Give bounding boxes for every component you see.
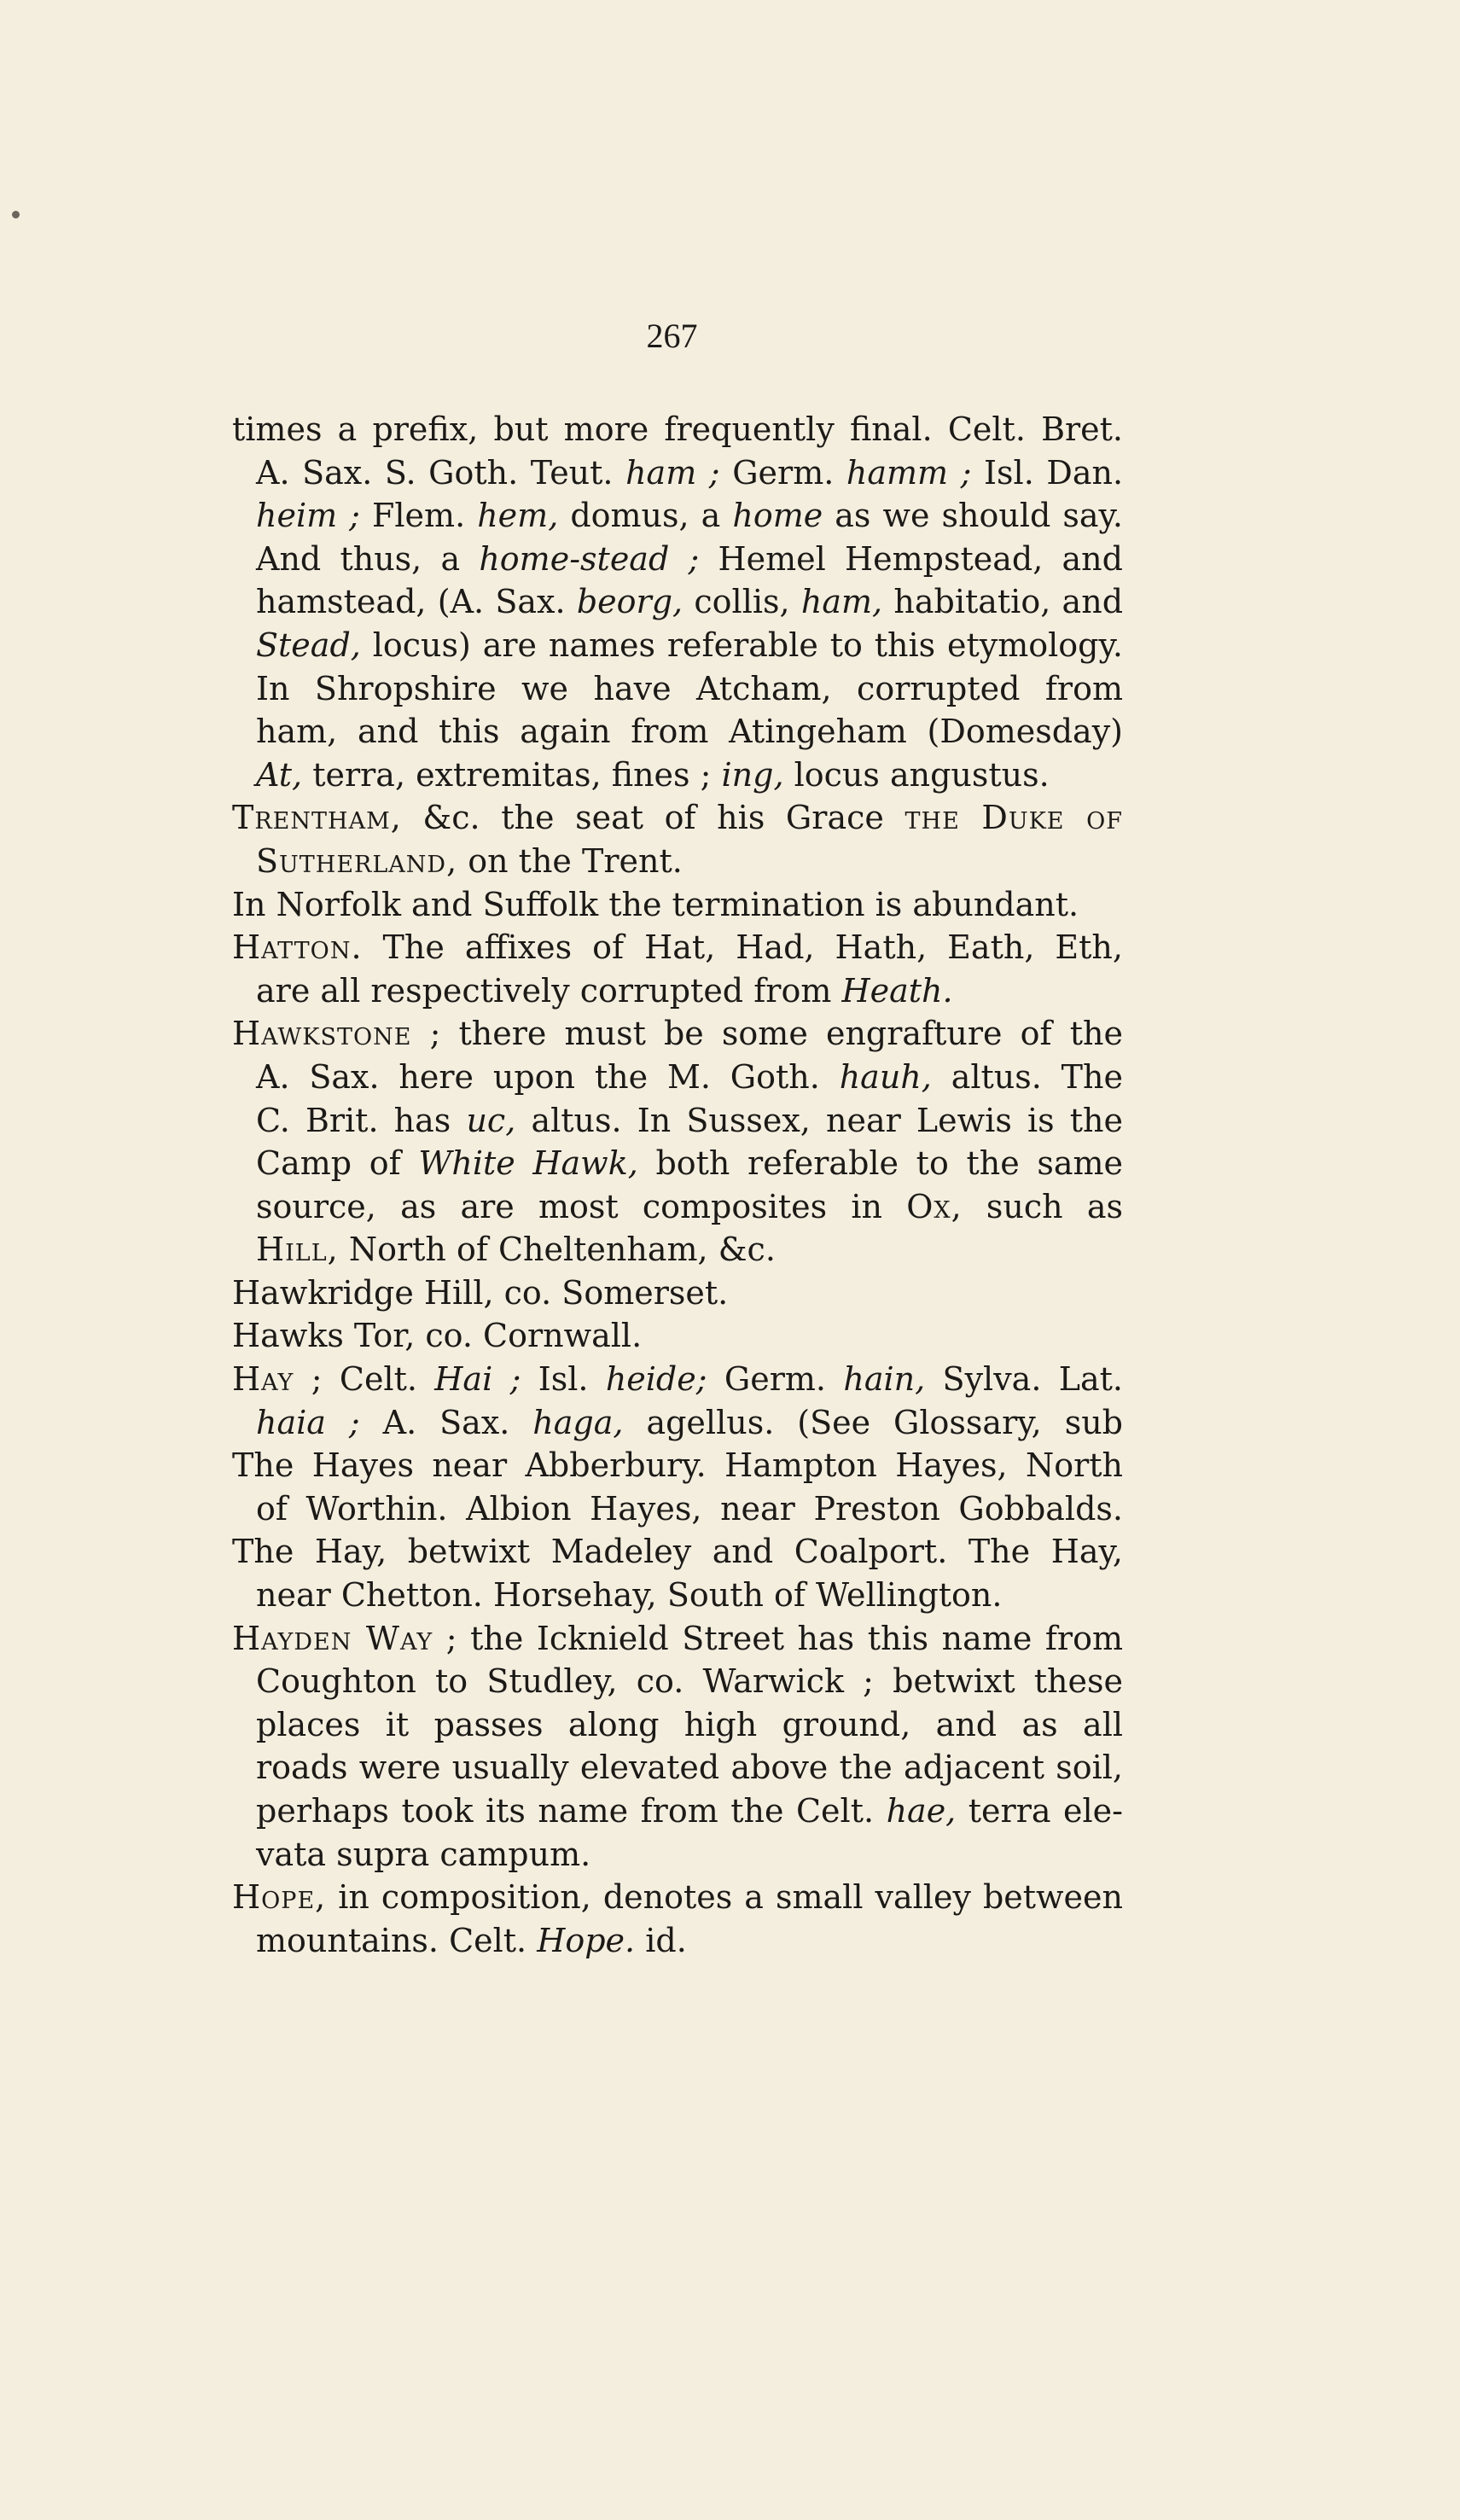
text-run: locus angustus. (783, 755, 1050, 794)
text-line (232, 840, 1123, 883)
text-run: locus) are names referable to this etymology. (360, 626, 1123, 664)
page-number: 267 (646, 317, 698, 355)
text-run: Germ. (707, 1360, 844, 1399)
text-run: times a prefix, but more frequently final. Celt. Bret. (232, 410, 1123, 448)
italic-term: Hope. (537, 1921, 636, 1959)
text-line (232, 624, 1123, 667)
text-run: vata supra campum. (256, 1835, 591, 1873)
italic-term: hamm ; (846, 453, 972, 492)
italic-term: home-stead ; (479, 539, 700, 578)
text-run: on the Trent. (457, 841, 683, 880)
text-run: The Hay, betwixt Madeley and Coalport. The Hay, (232, 1533, 1123, 1571)
text-line (232, 1703, 1123, 1747)
text-run: near Chetton. Horsehay, South of Wellington. (256, 1576, 1003, 1615)
text-run: mountains. Celt. (256, 1921, 538, 1959)
text-run: A. Sax. here upon the M. Goth. (256, 1057, 840, 1096)
italic-term: haga, (532, 1403, 624, 1441)
text-run: of Worthin. Albion Hayes, near Preston Gobbalds. (256, 1489, 1123, 1528)
text-run: ham, and this again from Atingeham (Domesday) (256, 713, 1123, 751)
text-line (232, 969, 1123, 1013)
headword: Trentham, (232, 799, 402, 837)
italic-term: heide; (605, 1360, 707, 1399)
italic-term: hae, (886, 1792, 957, 1830)
text-line (232, 538, 1123, 581)
text-run: Camp of (256, 1144, 419, 1183)
text-line (232, 754, 1123, 797)
text-run: in composition, denotes a small valley between (338, 1878, 1123, 1917)
text-run: terra, extremitas, fines ; (302, 755, 722, 794)
text-line (232, 494, 1123, 538)
italic-term: ing, (721, 755, 784, 794)
text-line (232, 667, 1123, 711)
italic-term: Hai ; (434, 1360, 521, 1399)
text-line (232, 1228, 1123, 1272)
text-run: ; the Icknield Street has this name from (433, 1619, 1123, 1657)
text-line (232, 1314, 1123, 1358)
headword: Hay (232, 1360, 294, 1399)
text-run: source, as are most composites in (256, 1187, 907, 1225)
italic-term: hauh, (839, 1057, 932, 1096)
italic-term: hain, (843, 1360, 926, 1399)
text-run: C. Brit. has (256, 1101, 467, 1139)
text-run: both referable to the same (637, 1144, 1123, 1183)
text-run: Hawkridge Hill, co. Somerset. (232, 1273, 729, 1312)
text-line (232, 1142, 1123, 1185)
italic-term: At, (256, 755, 303, 794)
text-line (232, 408, 1123, 451)
text-line (232, 1272, 1123, 1315)
text-line (232, 1530, 1123, 1574)
text-line (232, 1617, 1123, 1661)
text-block (232, 408, 1123, 1962)
headword: Ox, (906, 1187, 963, 1225)
text-line (232, 1401, 1123, 1445)
text-line (232, 926, 1123, 969)
text-run: In Norfolk and Suffolk the termination is abundant. (232, 885, 1079, 923)
italic-term: hem, (477, 497, 559, 535)
headword: Hayden Way (232, 1619, 433, 1657)
text-run: domus, a (558, 497, 733, 535)
text-line (232, 1876, 1123, 1919)
text-run: altus. In Sussex, near Lewis is the (515, 1101, 1123, 1139)
text-line (232, 451, 1123, 495)
text-line (232, 1833, 1123, 1877)
text-line (232, 796, 1123, 840)
text-line (232, 1358, 1123, 1401)
text-line (232, 1919, 1123, 1963)
italic-term: ham ; (625, 453, 720, 492)
text-run: Coughton to Studley, co. Warwick ; betwixt these (256, 1662, 1123, 1701)
text-run: are all respectively corrupted from (256, 971, 842, 1010)
text-run: The Hayes near Abberbury. Hampton Hayes, North (232, 1446, 1123, 1485)
text-run: hamstead, (A. Sax. (256, 583, 577, 621)
ink-spot (12, 211, 20, 218)
text-run: terra ele- (956, 1792, 1123, 1830)
headword: Hill, (256, 1231, 339, 1269)
italic-term: uc, (466, 1101, 516, 1139)
italic-term: home (732, 497, 823, 535)
text-run: Isl. Dan. (971, 453, 1123, 492)
text-line (232, 1660, 1123, 1703)
italic-term: ham, (800, 583, 883, 621)
text-run: Hawks Tor, co. Cornwall. (232, 1317, 643, 1355)
text-run: Sylva. Lat. (942, 1360, 1123, 1399)
text-run: Isl. (521, 1360, 606, 1399)
text-run: Germ. (719, 453, 846, 492)
text-run: And thus, a (256, 539, 480, 578)
text-run: Hemel Hempstead, and (718, 539, 1123, 578)
italic-term: beorg, (576, 583, 683, 621)
text-run: ; Celt. (294, 1360, 435, 1399)
headword: Hawkstone (232, 1015, 412, 1053)
text-line (232, 1746, 1123, 1790)
text-run: id. (635, 1921, 687, 1959)
headword: Hope, (232, 1878, 327, 1917)
italic-term: Heath. (841, 971, 953, 1010)
text-line (232, 1444, 1123, 1487)
text-run: altus. The (931, 1057, 1123, 1096)
text-run: A. Sax. S. Goth. Teut. (256, 453, 626, 492)
text-run: habitatio, and (882, 583, 1123, 621)
text-run: collis, (683, 583, 801, 621)
text-run: ; there must be some engrafture of the (411, 1015, 1123, 1053)
headword: the Duke of (905, 799, 1123, 837)
text-line (232, 1056, 1123, 1099)
italic-term: Stead, (256, 626, 361, 664)
italic-term: haia ; (256, 1403, 360, 1441)
text-line (232, 580, 1123, 624)
text-run: The affixes of Hat, Had, Hath, Eath, Eth, (362, 928, 1123, 967)
text-line (232, 1185, 1123, 1229)
text-line (232, 1099, 1123, 1143)
text-run: such as (962, 1187, 1123, 1225)
italic-term: White Hawk, (418, 1144, 638, 1183)
text-line (232, 1487, 1123, 1531)
text-run: In Shropshire we have Atcham, corrupted from (256, 669, 1123, 707)
text-run: A. Sax. (359, 1403, 533, 1441)
text-line (232, 1790, 1123, 1833)
text-run: perhaps took its name from the Celt. (256, 1792, 887, 1830)
text-run: North of Cheltenham, &c. (338, 1231, 776, 1269)
italic-term: heim ; (256, 497, 360, 535)
text-line (232, 1012, 1123, 1056)
text-line (232, 710, 1123, 754)
text-run: roads were usually elevated above the adjacent soil, (256, 1749, 1123, 1787)
text-run: as we should say. (823, 497, 1123, 535)
headword: Sutherland, (256, 841, 458, 880)
text-run: &c. the seat of his Grace (401, 799, 905, 837)
text-run: agellus. (See Glossary, sub (646, 1403, 1123, 1441)
text-run: Flem. (360, 497, 478, 535)
text-run: places it passes along high ground, and as all (256, 1705, 1123, 1743)
text-line (232, 1574, 1123, 1617)
text-line (232, 883, 1123, 927)
headword: Hatton. (232, 928, 363, 967)
